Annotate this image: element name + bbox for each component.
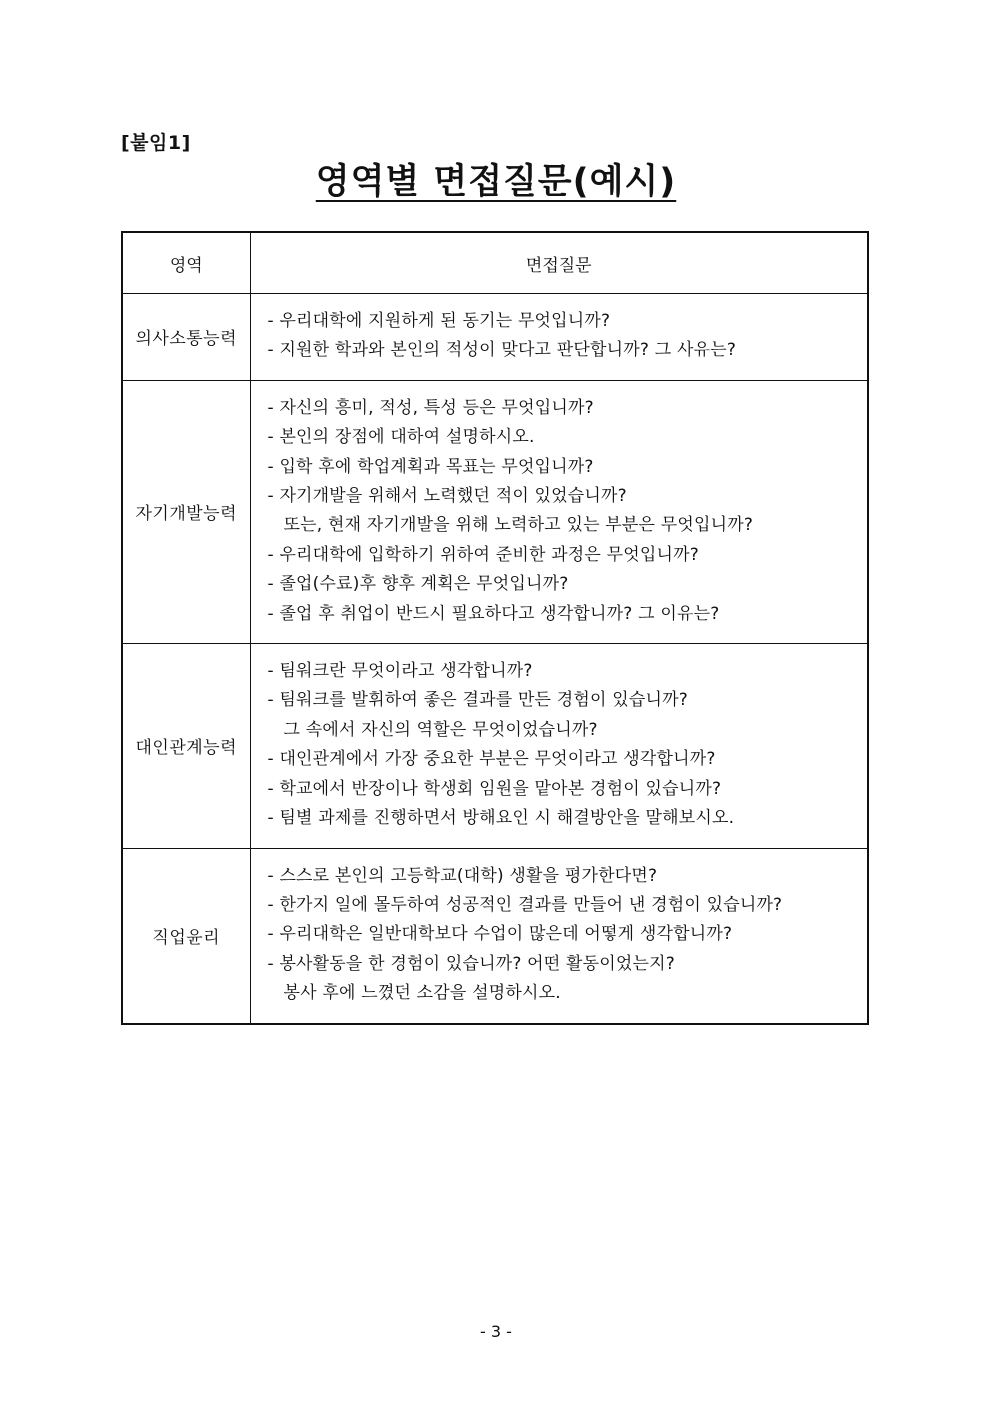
table-row (122, 294, 868, 381)
question-item: - 우리대학에 지원하게 된 동기는 무엇입니까? (267, 311, 611, 331)
question-item: - 입학 후에 학업계획과 목표는 무엇입니까? (267, 456, 594, 477)
question-item: - 학교에서 반장이나 학생회 임원을 맡아본 경험이 있습니까? (267, 778, 722, 799)
question-item: - 자기개발을 위해서 노력했던 적이 있었습니까? (267, 486, 627, 507)
question-item: - 자신의 흥미, 적성, 특성 등은 무엇입니까? (267, 397, 594, 418)
question-item: - 우리대학에 입학하기 위하여 준비한 과정은 무엇입니까? (267, 544, 699, 565)
area-cell: 직업윤리 (122, 848, 250, 1024)
questions-cell (250, 294, 868, 381)
question-item: 또는, 현재 자기개발을 위해 노력하고 있는 부분은 무엇입니까? (283, 515, 754, 536)
question-item: - 지원한 학과와 본인의 적성이 맞다고 판단합니까? 그 사유는? (267, 340, 737, 361)
table-row (122, 848, 868, 1024)
page-number: - 3 - (480, 1322, 512, 1341)
question-item: - 팀워크를 발휘하여 좋은 결과를 만든 경험이 있습니까? (267, 690, 688, 711)
area-cell: 대인관계능력 (122, 644, 250, 848)
question-item: - 본인의 장점에 대하여 설명하시오. (267, 427, 535, 448)
question-item: - 한가지 일에 몰두하여 성공적인 결과를 만들어 낸 경험이 있습니까? (267, 894, 783, 915)
table-header-row (122, 232, 868, 294)
question-item: - 우리대학은 일반대학보다 수업이 많은데 어떻게 생각합니까? (267, 924, 733, 945)
question-item: - 대인관계에서 가장 중요한 부분은 무엇이라고 생각합니까? (267, 749, 716, 770)
header-questions: 면접질문 (250, 232, 868, 294)
table-body (122, 294, 868, 1024)
question-item: - 스스로 본인의 고등학교(대학) 생활을 평가한다면? (267, 865, 658, 886)
questions-cell (250, 380, 868, 643)
table-row (122, 644, 868, 848)
page-title: 영역별 면접질문(예시) (315, 162, 677, 202)
question-item: - 봉사활동을 한 경험이 있습니까? 어떤 활동이었는지? (267, 953, 675, 974)
question-item: - 졸업 후 취업이 반드시 필요하다고 생각합니까? 그 이유는? (267, 603, 720, 624)
question-item: - 팀별 과제를 진행하면서 방해요인 시 해결방안을 말해보시오. (267, 808, 735, 829)
question-item: 봉사 후에 느꼈던 소감을 설명하시오. (283, 983, 561, 1004)
question-item: - 졸업(수료)후 향후 계획은 무엇입니까? (267, 574, 569, 595)
question-item: 그 속에서 자신의 역할은 무엇이었습니까? (283, 719, 598, 740)
table-row (122, 380, 868, 643)
interview-questions-table (121, 231, 869, 1025)
header-area: 영역 (122, 232, 250, 294)
attachment-label: [붙임1] (121, 132, 191, 154)
area-cell: 의사소통능력 (122, 294, 250, 381)
area-cell: 자기개발능력 (122, 380, 250, 643)
questions-cell (250, 848, 868, 1024)
question-item: - 팀워크란 무엇이라고 생각합니까? (267, 661, 533, 682)
page-title-wrapper (0, 154, 992, 204)
questions-cell (250, 644, 868, 848)
